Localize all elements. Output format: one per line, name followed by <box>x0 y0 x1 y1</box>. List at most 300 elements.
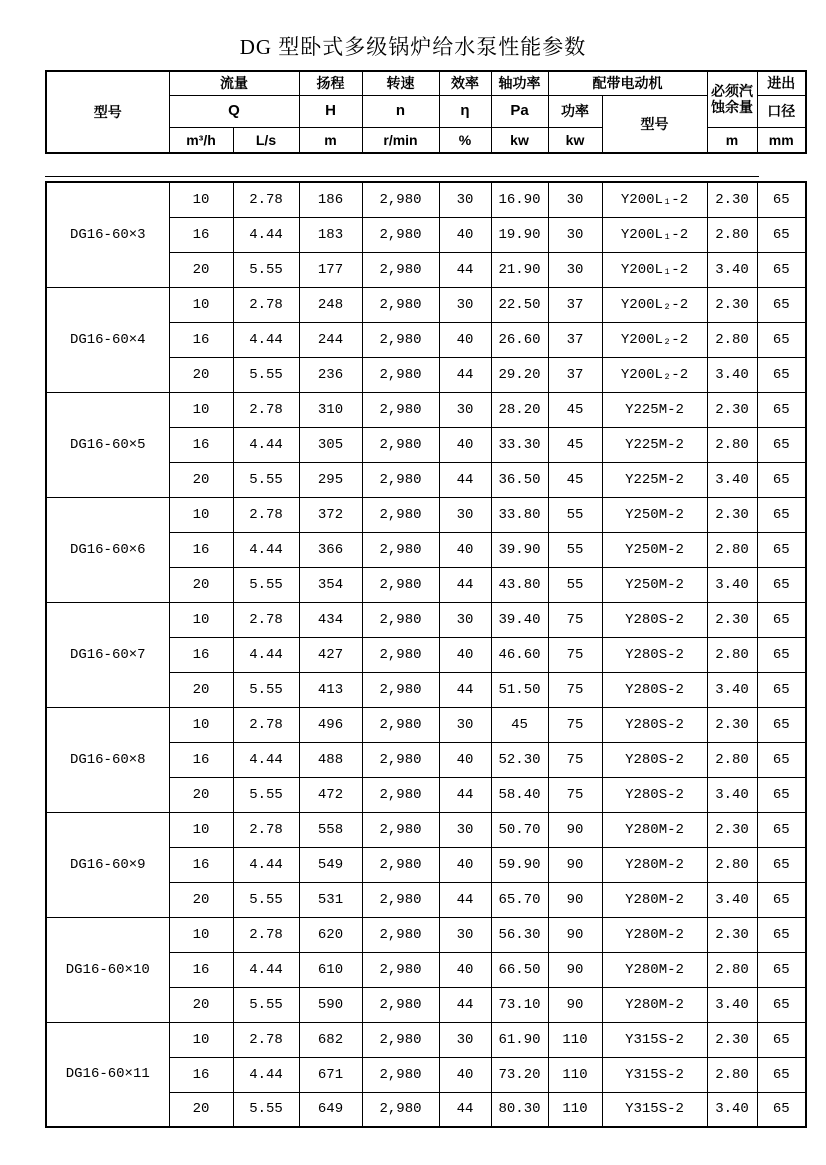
header-unit-efficiency: % <box>439 127 491 153</box>
data-cell: 5.55 <box>233 252 299 287</box>
data-cell: 90 <box>548 812 602 847</box>
data-cell: 2,980 <box>362 602 439 637</box>
data-cell: 73.10 <box>491 987 548 1022</box>
header-unit-shaft-power: kw <box>491 127 548 153</box>
data-cell: 20 <box>169 777 233 812</box>
header-npsh-line2: 蚀余量 <box>711 99 753 116</box>
data-cell: 2,980 <box>362 252 439 287</box>
data-cell: 90 <box>548 917 602 952</box>
data-cell: 44 <box>439 252 491 287</box>
data-cell: 2.80 <box>707 217 757 252</box>
data-cell: 5.55 <box>233 882 299 917</box>
data-cell: 305 <box>299 427 362 462</box>
data-cell: 413 <box>299 672 362 707</box>
data-cell: 65 <box>757 217 806 252</box>
data-cell: Y280S-2 <box>602 602 707 637</box>
header-motor-model: 型号 <box>602 95 707 153</box>
data-cell: 2,980 <box>362 847 439 882</box>
data-cell: Y280S-2 <box>602 637 707 672</box>
data-cell: 610 <box>299 952 362 987</box>
data-cell: 61.90 <box>491 1022 548 1057</box>
data-cell: 20 <box>169 1092 233 1127</box>
data-cell: 2.80 <box>707 532 757 567</box>
data-cell: 2.78 <box>233 287 299 322</box>
table-row <box>46 707 806 742</box>
data-cell: Y280M-2 <box>602 987 707 1022</box>
data-cell: 65 <box>757 392 806 427</box>
data-cell: 2.30 <box>707 602 757 637</box>
data-cell: 2,980 <box>362 742 439 777</box>
data-cell: 434 <box>299 602 362 637</box>
data-cell: Y200L₂-2 <box>602 357 707 392</box>
data-cell: 30 <box>439 392 491 427</box>
header-motor-power: 功率 <box>548 95 602 127</box>
data-cell: Y250M-2 <box>602 567 707 602</box>
pump-model-cell: DG16-60×5 <box>46 392 169 497</box>
data-cell: 4.44 <box>233 217 299 252</box>
data-cell: 5.55 <box>233 987 299 1022</box>
data-cell: 2.78 <box>233 497 299 532</box>
data-cell: Y200L₂-2 <box>602 287 707 322</box>
data-cell: 65 <box>757 707 806 742</box>
data-cell: 10 <box>169 602 233 637</box>
data-cell: 2.80 <box>707 427 757 462</box>
data-cell: 33.80 <box>491 497 548 532</box>
data-cell: 30 <box>439 182 491 217</box>
data-cell: 44 <box>439 777 491 812</box>
data-cell: 2,980 <box>362 1092 439 1127</box>
data-cell: 65 <box>757 322 806 357</box>
data-cell: 4.44 <box>233 532 299 567</box>
table-row <box>46 497 806 532</box>
data-cell: 30 <box>548 252 602 287</box>
header-unit-motor-power: kw <box>548 127 602 153</box>
data-cell: 65 <box>757 637 806 672</box>
data-cell: 3.40 <box>707 672 757 707</box>
header-inout-line1: 进出 <box>757 71 806 95</box>
data-cell: 30 <box>548 217 602 252</box>
header-flow-symbol: Q <box>169 95 299 127</box>
header-npsh-line1: 必须汽 <box>711 83 753 100</box>
data-cell: Y200L₂-2 <box>602 322 707 357</box>
data-cell: 30 <box>439 287 491 322</box>
data-cell: Y280S-2 <box>602 672 707 707</box>
data-cell: 75 <box>548 777 602 812</box>
data-cell: 2,980 <box>362 1057 439 1092</box>
data-cell: 16 <box>169 952 233 987</box>
data-cell: 65 <box>757 742 806 777</box>
data-cell: 5.55 <box>233 1092 299 1127</box>
data-cell: 3.40 <box>707 777 757 812</box>
data-cell: 472 <box>299 777 362 812</box>
header-speed-group: 转速 <box>362 71 439 95</box>
data-cell: 531 <box>299 882 362 917</box>
data-cell: 4.44 <box>233 637 299 672</box>
data-cell: 36.50 <box>491 462 548 497</box>
data-cell: 16 <box>169 637 233 672</box>
data-cell: 2,980 <box>362 532 439 567</box>
data-cell: 30 <box>439 707 491 742</box>
data-cell: 16 <box>169 217 233 252</box>
data-cell: 10 <box>169 812 233 847</box>
data-cell: 2.78 <box>233 1022 299 1057</box>
data-cell: 26.60 <box>491 322 548 357</box>
data-cell: 30 <box>439 497 491 532</box>
data-cell: 110 <box>548 1057 602 1092</box>
pump-model-cell: DG16-60×6 <box>46 497 169 602</box>
header-head-group: 扬程 <box>299 71 362 95</box>
header-shaft-power-symbol: Pa <box>491 95 548 127</box>
data-cell: 20 <box>169 882 233 917</box>
data-cell: 16 <box>169 1057 233 1092</box>
data-cell: 244 <box>299 322 362 357</box>
data-cell: 73.20 <box>491 1057 548 1092</box>
data-cell: 2.30 <box>707 812 757 847</box>
data-cell: 40 <box>439 952 491 987</box>
data-cell: 3.40 <box>707 1092 757 1127</box>
data-cell: 2,980 <box>362 1022 439 1057</box>
data-cell: 2,980 <box>362 882 439 917</box>
data-cell: Y200L₁-2 <box>602 182 707 217</box>
spec-table-body <box>45 181 807 1128</box>
data-cell: 10 <box>169 707 233 742</box>
data-cell: 50.70 <box>491 812 548 847</box>
header-unit-npsh: m <box>707 127 757 153</box>
data-cell: 248 <box>299 287 362 322</box>
data-cell: 2.80 <box>707 637 757 672</box>
data-cell: 80.30 <box>491 1092 548 1127</box>
data-cell: 75 <box>548 602 602 637</box>
data-cell: 40 <box>439 637 491 672</box>
data-cell: 372 <box>299 497 362 532</box>
data-cell: 65 <box>757 427 806 462</box>
data-cell: Y280M-2 <box>602 812 707 847</box>
data-cell: 2.30 <box>707 1022 757 1057</box>
data-cell: 3.40 <box>707 462 757 497</box>
data-cell: 4.44 <box>233 322 299 357</box>
data-cell: 16.90 <box>491 182 548 217</box>
data-cell: 65 <box>757 252 806 287</box>
data-cell: 58.40 <box>491 777 548 812</box>
data-cell: 40 <box>439 427 491 462</box>
data-cell: 10 <box>169 182 233 217</box>
pump-model-cell: DG16-60×11 <box>46 1022 169 1127</box>
data-cell: 75 <box>548 742 602 777</box>
data-cell: 5.55 <box>233 462 299 497</box>
data-cell: 2,980 <box>362 217 439 252</box>
data-cell: 65 <box>757 287 806 322</box>
data-cell: 3.40 <box>707 987 757 1022</box>
data-cell: 295 <box>299 462 362 497</box>
data-cell: Y315S-2 <box>602 1092 707 1127</box>
data-cell: 3.40 <box>707 357 757 392</box>
data-cell: 558 <box>299 812 362 847</box>
data-cell: 2,980 <box>362 462 439 497</box>
data-cell: 65 <box>757 917 806 952</box>
data-cell: 3.40 <box>707 567 757 602</box>
data-cell: 4.44 <box>233 847 299 882</box>
data-cell: 65 <box>757 1057 806 1092</box>
data-cell: 28.20 <box>491 392 548 427</box>
header-unit-m3h: m³/h <box>169 127 233 153</box>
data-cell: 22.50 <box>491 287 548 322</box>
data-cell: 16 <box>169 532 233 567</box>
data-cell: 19.90 <box>491 217 548 252</box>
data-cell: 16 <box>169 742 233 777</box>
data-cell: 2.30 <box>707 707 757 742</box>
data-cell: 65 <box>757 882 806 917</box>
header-npsh <box>707 71 757 127</box>
data-cell: 2.78 <box>233 707 299 742</box>
data-cell: 549 <box>299 847 362 882</box>
data-cell: 236 <box>299 357 362 392</box>
data-cell: 65.70 <box>491 882 548 917</box>
data-cell: Y280M-2 <box>602 847 707 882</box>
data-cell: 65 <box>757 952 806 987</box>
table-row <box>46 917 806 952</box>
data-cell: 65 <box>757 462 806 497</box>
data-cell: 65 <box>757 987 806 1022</box>
spec-table-header <box>45 70 807 154</box>
data-cell: Y315S-2 <box>602 1057 707 1092</box>
data-cell: 5.55 <box>233 777 299 812</box>
data-cell: Y280M-2 <box>602 882 707 917</box>
table-row <box>46 182 806 217</box>
data-cell: 2,980 <box>362 357 439 392</box>
pump-model-cell: DG16-60×8 <box>46 707 169 812</box>
table-row <box>46 1022 806 1057</box>
data-cell: 10 <box>169 287 233 322</box>
data-cell: 29.20 <box>491 357 548 392</box>
data-cell: 45 <box>548 427 602 462</box>
data-cell: 65 <box>757 357 806 392</box>
data-cell: 649 <box>299 1092 362 1127</box>
data-cell: 2,980 <box>362 952 439 987</box>
data-cell: 310 <box>299 392 362 427</box>
data-cell: 4.44 <box>233 952 299 987</box>
data-cell: 354 <box>299 567 362 602</box>
data-cell: 65 <box>757 812 806 847</box>
data-cell: 620 <box>299 917 362 952</box>
data-cell: Y280M-2 <box>602 952 707 987</box>
data-cell: 2.80 <box>707 1057 757 1092</box>
data-cell: 90 <box>548 987 602 1022</box>
data-cell: 2,980 <box>362 427 439 462</box>
data-cell: 2,980 <box>362 287 439 322</box>
data-cell: 65 <box>757 777 806 812</box>
data-cell: 2,980 <box>362 987 439 1022</box>
data-cell: 44 <box>439 987 491 1022</box>
data-cell: 44 <box>439 357 491 392</box>
data-cell: 2.78 <box>233 917 299 952</box>
data-cell: 16 <box>169 322 233 357</box>
header-head-symbol: H <box>299 95 362 127</box>
pump-model-cell: DG16-60×4 <box>46 287 169 392</box>
pump-model-cell: DG16-60×10 <box>46 917 169 1022</box>
data-cell: 40 <box>439 1057 491 1092</box>
data-cell: 110 <box>548 1092 602 1127</box>
data-cell: 65 <box>757 602 806 637</box>
data-cell: 186 <box>299 182 362 217</box>
data-cell: 4.44 <box>233 427 299 462</box>
data-cell: 44 <box>439 567 491 602</box>
pump-model-cell: DG16-60×9 <box>46 812 169 917</box>
data-cell: 2.78 <box>233 182 299 217</box>
page-title: DG 型卧式多级锅炉给水泵性能参数 <box>239 35 587 59</box>
data-cell: Y280S-2 <box>602 742 707 777</box>
data-cell: 40 <box>439 322 491 357</box>
data-cell: 10 <box>169 917 233 952</box>
data-cell: 21.90 <box>491 252 548 287</box>
data-cell: 488 <box>299 742 362 777</box>
data-cell: 2,980 <box>362 917 439 952</box>
data-cell: 366 <box>299 532 362 567</box>
header-shaft-power-group: 轴功率 <box>491 71 548 95</box>
data-cell: 2,980 <box>362 497 439 532</box>
data-cell: 2.78 <box>233 602 299 637</box>
data-cell: Y250M-2 <box>602 497 707 532</box>
data-cell: Y315S-2 <box>602 1022 707 1057</box>
data-cell: 2.30 <box>707 497 757 532</box>
data-cell: 45 <box>491 707 548 742</box>
data-cell: 2,980 <box>362 322 439 357</box>
data-cell: Y280M-2 <box>602 917 707 952</box>
data-cell: 2.80 <box>707 322 757 357</box>
data-cell: 10 <box>169 392 233 427</box>
data-cell: 20 <box>169 672 233 707</box>
data-cell: 30 <box>439 917 491 952</box>
data-cell: 5.55 <box>233 567 299 602</box>
data-cell: 65 <box>757 532 806 567</box>
data-cell: 3.40 <box>707 882 757 917</box>
data-cell: 66.50 <box>491 952 548 987</box>
data-cell: Y225M-2 <box>602 462 707 497</box>
data-cell: Y225M-2 <box>602 392 707 427</box>
data-cell: 2,980 <box>362 812 439 847</box>
header-unit-inout: mm <box>757 127 806 153</box>
data-cell: 682 <box>299 1022 362 1057</box>
data-cell: 183 <box>299 217 362 252</box>
data-cell: 37 <box>548 322 602 357</box>
header-unit-speed: r/min <box>362 127 439 153</box>
data-cell: 16 <box>169 847 233 882</box>
data-cell: Y280S-2 <box>602 777 707 812</box>
data-cell: 30 <box>548 182 602 217</box>
data-cell: 20 <box>169 252 233 287</box>
data-cell: 44 <box>439 462 491 497</box>
data-cell: 496 <box>299 707 362 742</box>
data-cell: 65 <box>757 567 806 602</box>
header-speed-symbol: n <box>362 95 439 127</box>
data-cell: 16 <box>169 427 233 462</box>
data-cell: 46.60 <box>491 637 548 672</box>
data-cell: 65 <box>757 182 806 217</box>
data-cell: Y200L₁-2 <box>602 252 707 287</box>
data-cell: 44 <box>439 672 491 707</box>
data-cell: 2,980 <box>362 567 439 602</box>
data-cell: 30 <box>439 812 491 847</box>
data-cell: 2.30 <box>707 917 757 952</box>
data-cell: 2,980 <box>362 672 439 707</box>
data-cell: 52.30 <box>491 742 548 777</box>
data-cell: 39.40 <box>491 602 548 637</box>
data-cell: 2,980 <box>362 392 439 427</box>
data-cell: 45 <box>548 462 602 497</box>
data-cell: 55 <box>548 497 602 532</box>
data-cell: 110 <box>548 1022 602 1057</box>
data-cell: 33.30 <box>491 427 548 462</box>
data-cell: 20 <box>169 987 233 1022</box>
data-cell: 44 <box>439 1092 491 1127</box>
data-cell: 37 <box>548 357 602 392</box>
data-cell: 2,980 <box>362 637 439 672</box>
data-cell: 56.30 <box>491 917 548 952</box>
data-cell: 40 <box>439 217 491 252</box>
header-efficiency-group: 效率 <box>439 71 491 95</box>
data-cell: Y280S-2 <box>602 707 707 742</box>
data-cell: 2,980 <box>362 182 439 217</box>
data-cell: Y225M-2 <box>602 427 707 462</box>
data-cell: 2.80 <box>707 847 757 882</box>
data-cell: 40 <box>439 847 491 882</box>
data-cell: 75 <box>548 672 602 707</box>
data-cell: 2,980 <box>362 707 439 742</box>
data-cell: 2.30 <box>707 392 757 427</box>
data-cell: 2.80 <box>707 952 757 987</box>
data-cell: 20 <box>169 567 233 602</box>
table-row <box>46 392 806 427</box>
data-cell: 427 <box>299 637 362 672</box>
data-cell: 3.40 <box>707 252 757 287</box>
header-flow-group: 流量 <box>169 71 299 95</box>
data-cell: 75 <box>548 637 602 672</box>
header-motor-group: 配带电动机 <box>548 71 707 95</box>
data-cell: 75 <box>548 707 602 742</box>
table-continuation-rule <box>45 176 759 177</box>
data-cell: 90 <box>548 882 602 917</box>
data-cell: 40 <box>439 742 491 777</box>
table-row <box>46 287 806 322</box>
data-cell: 20 <box>169 462 233 497</box>
table-row <box>46 602 806 637</box>
data-cell: 2.80 <box>707 742 757 777</box>
data-cell: 20 <box>169 357 233 392</box>
data-cell: 2.30 <box>707 287 757 322</box>
data-cell: 45 <box>548 392 602 427</box>
data-cell: 177 <box>299 252 362 287</box>
data-cell: 2.78 <box>233 812 299 847</box>
pump-model-cell: DG16-60×7 <box>46 602 169 707</box>
data-cell: 90 <box>548 847 602 882</box>
header-efficiency-symbol: η <box>439 95 491 127</box>
data-cell: 55 <box>548 567 602 602</box>
header-unit-ls: L/s <box>233 127 299 153</box>
data-cell: 2.78 <box>233 392 299 427</box>
data-cell: 65 <box>757 847 806 882</box>
data-cell: 55 <box>548 532 602 567</box>
data-cell: 671 <box>299 1057 362 1092</box>
data-cell: 30 <box>439 602 491 637</box>
data-cell: 59.90 <box>491 847 548 882</box>
data-cell: 10 <box>169 497 233 532</box>
data-cell: 43.80 <box>491 567 548 602</box>
header-pump-model: 型号 <box>46 71 169 153</box>
data-cell: 590 <box>299 987 362 1022</box>
data-cell: 2,980 <box>362 777 439 812</box>
data-cell: 2.30 <box>707 182 757 217</box>
data-cell: 51.50 <box>491 672 548 707</box>
data-cell: 10 <box>169 1022 233 1057</box>
